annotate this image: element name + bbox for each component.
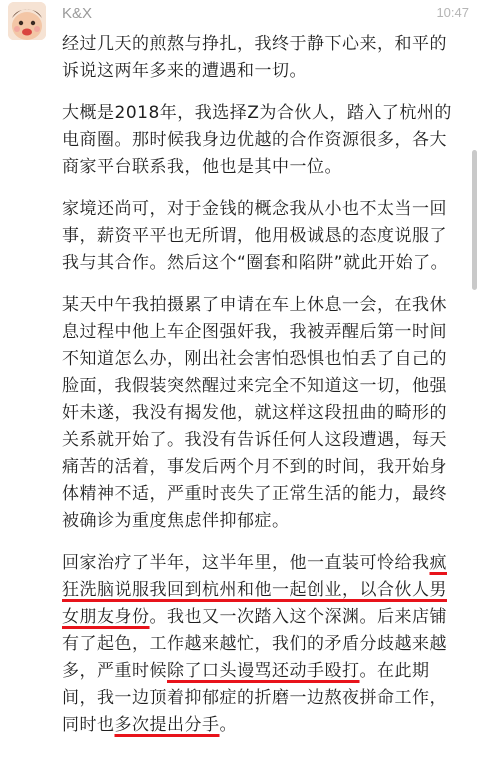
message-paragraph: 某天中午我拍摄累了申请在车上休息一会，在我休息过程中他上车企图强奸我，我被弄醒后第一时间不知道怎么办，刚出社会害怕恐惧也怕丢了自己的脸面，我假装突然醒过来完全不知道这一切，他强奸未遂，我没有揭发他，就这样这段扭曲的畸形的关系就开始了。我没有告诉任何人这段遭遇，每天痛苦的活着，事发后两个月不到的时间，我开始身体精神不适，严重时丧失了正常生活的能力，最终被确诊为重度焦虑伴抑郁症。 [62, 295, 447, 531]
message-paragraph-highlighted [62, 550, 462, 739]
underlined-text: 疯狂洗脑说服我回到杭州和他一起创业，以合伙人男女朋友身份 [62, 553, 447, 627]
text-segment: 。 [219, 715, 237, 735]
text-segment: 回家治疗了半年，这半年里，他一直装可怜给我 [62, 553, 430, 573]
text-segment: 。在此期间，我一边顶着抑郁症的折磨一边熬夜拼命工作，同时也 [62, 661, 447, 735]
message-body [62, 31, 462, 739]
underlined-text: 除了口头谩骂还动手殴打 [167, 661, 360, 681]
avatar[interactable] [8, 2, 46, 40]
sender-name: K&X [62, 5, 93, 22]
message-paragraph: 家境还尚可，对于金钱的概念我从小也不太当一回事，薪资平平也无所谓，他用极诚恳的态度说服了我与其合作。然后这个“圈套和陷阱”就此开始了。 [62, 199, 449, 273]
avatar-face-icon [8, 2, 46, 40]
message-timestamp: 10:47 [436, 5, 469, 20]
underlined-text: 多次提出分手 [114, 715, 220, 735]
text-segment: 。我也又一次踏入这个深渊。后来店铺有了起色，工作越来越忙，我们的矛盾分歧越来越多，严重时候 [62, 607, 447, 681]
message-paragraph: 经过几天的煎熬与挣扎，我终于静下心来，和平的诉说这两年多来的遭遇和一切。 [62, 34, 447, 81]
message-paragraph: 大概是2018年，我选择Z为合伙人，踏入了杭州的电商圈。那时候我身边优越的合作资源很多，各大商家平台联系我，他也是其中一位。 [62, 103, 452, 177]
scrollbar-thumb[interactable] [472, 150, 477, 290]
